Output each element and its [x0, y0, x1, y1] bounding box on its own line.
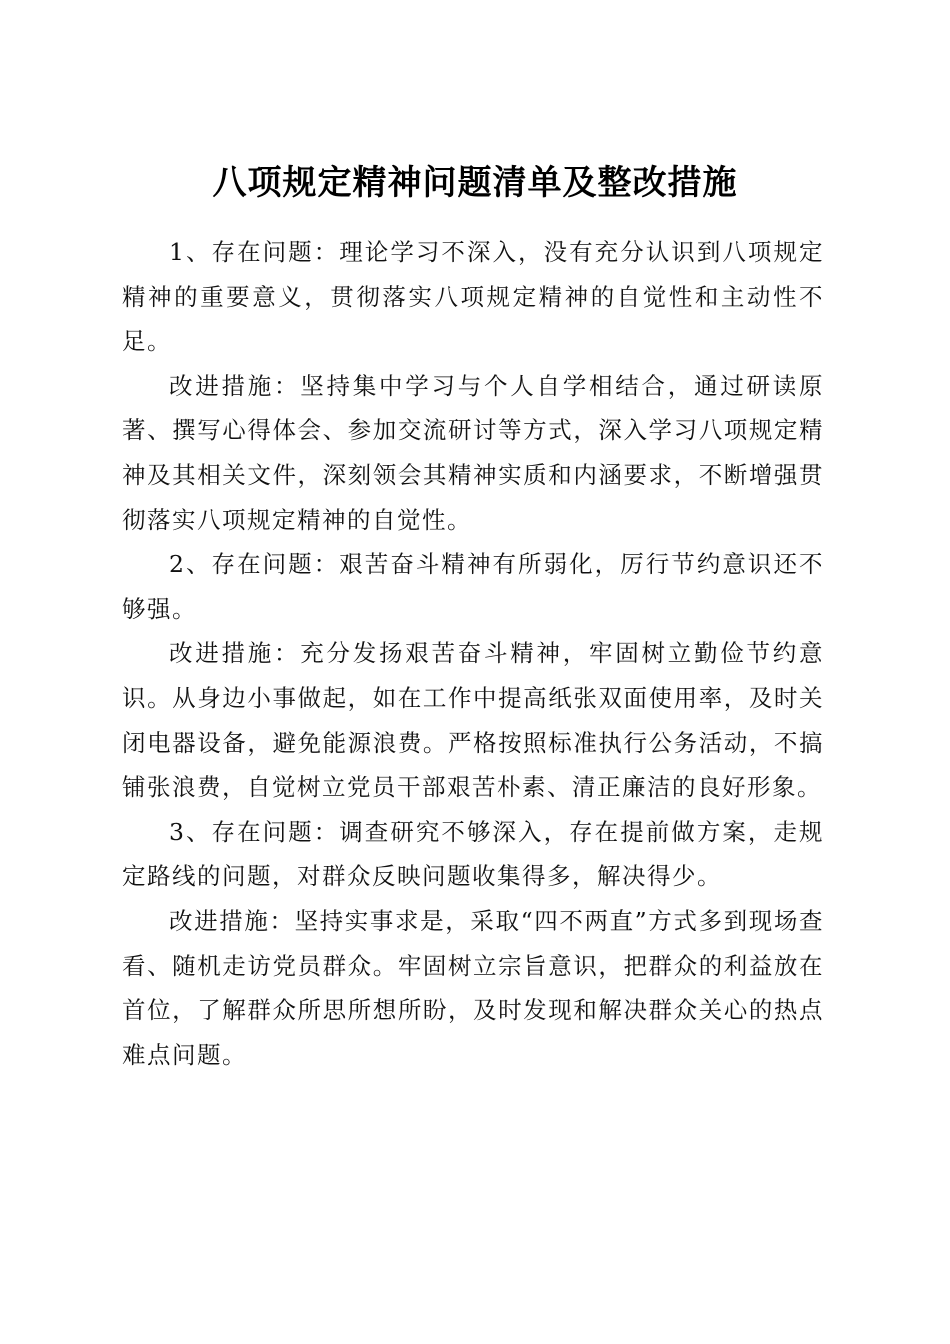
paragraph-measure-3: 改进措施：坚持实事求是，采取“四不两直”方式多到现场查看、随机走访党员群众。牢固树立宗旨意识，把群众的利益放在首位，了解群众所思所想所盼，及时发现和解决群众关心的热点难点问题。	[122, 906, 824, 1069]
paragraph-measure-1: 改进措施：坚持集中学习与个人自学相结合，通过研读原著、撰写心得体会、参加交流研讨等方式，深入学习八项规定精神及其相关文件，深刻领会其精神实质和内涵要求，不断增强贯彻落实八项规定精神的自觉性。	[122, 371, 824, 534]
paragraph-problem-1: 1、存在问题：理论学习不深入，没有充分认识到八项规定精神的重要意义，贯彻落实八项规定精神的自觉性和主动性不足。	[122, 238, 824, 356]
paragraph-problem-3: 3、存在问题：调查研究不够深入，存在提前做方案，走规定路线的问题，对群众反映问题收集得多，解决得少。	[122, 817, 824, 891]
paragraph-problem-2: 2、存在问题：艰苦奋斗精神有所弱化，厉行节约意识还不够强。	[122, 550, 824, 623]
document-title: 八项规定精神问题清单及整改措施	[212, 162, 738, 203]
paragraph-measure-2: 改进措施：充分发扬艰苦奋斗精神，牢固树立勤俭节约意识。从身边小事做起，如在工作中提高纸张双面使用率，及时关闭电器设备，避免能源浪费。严格按照标准执行公务活动，不搞铺张浪费，自觉树立党员干部艰苦朴素、清正廉洁的良好形象。	[122, 639, 824, 802]
document-body	[122, 230, 824, 1077]
